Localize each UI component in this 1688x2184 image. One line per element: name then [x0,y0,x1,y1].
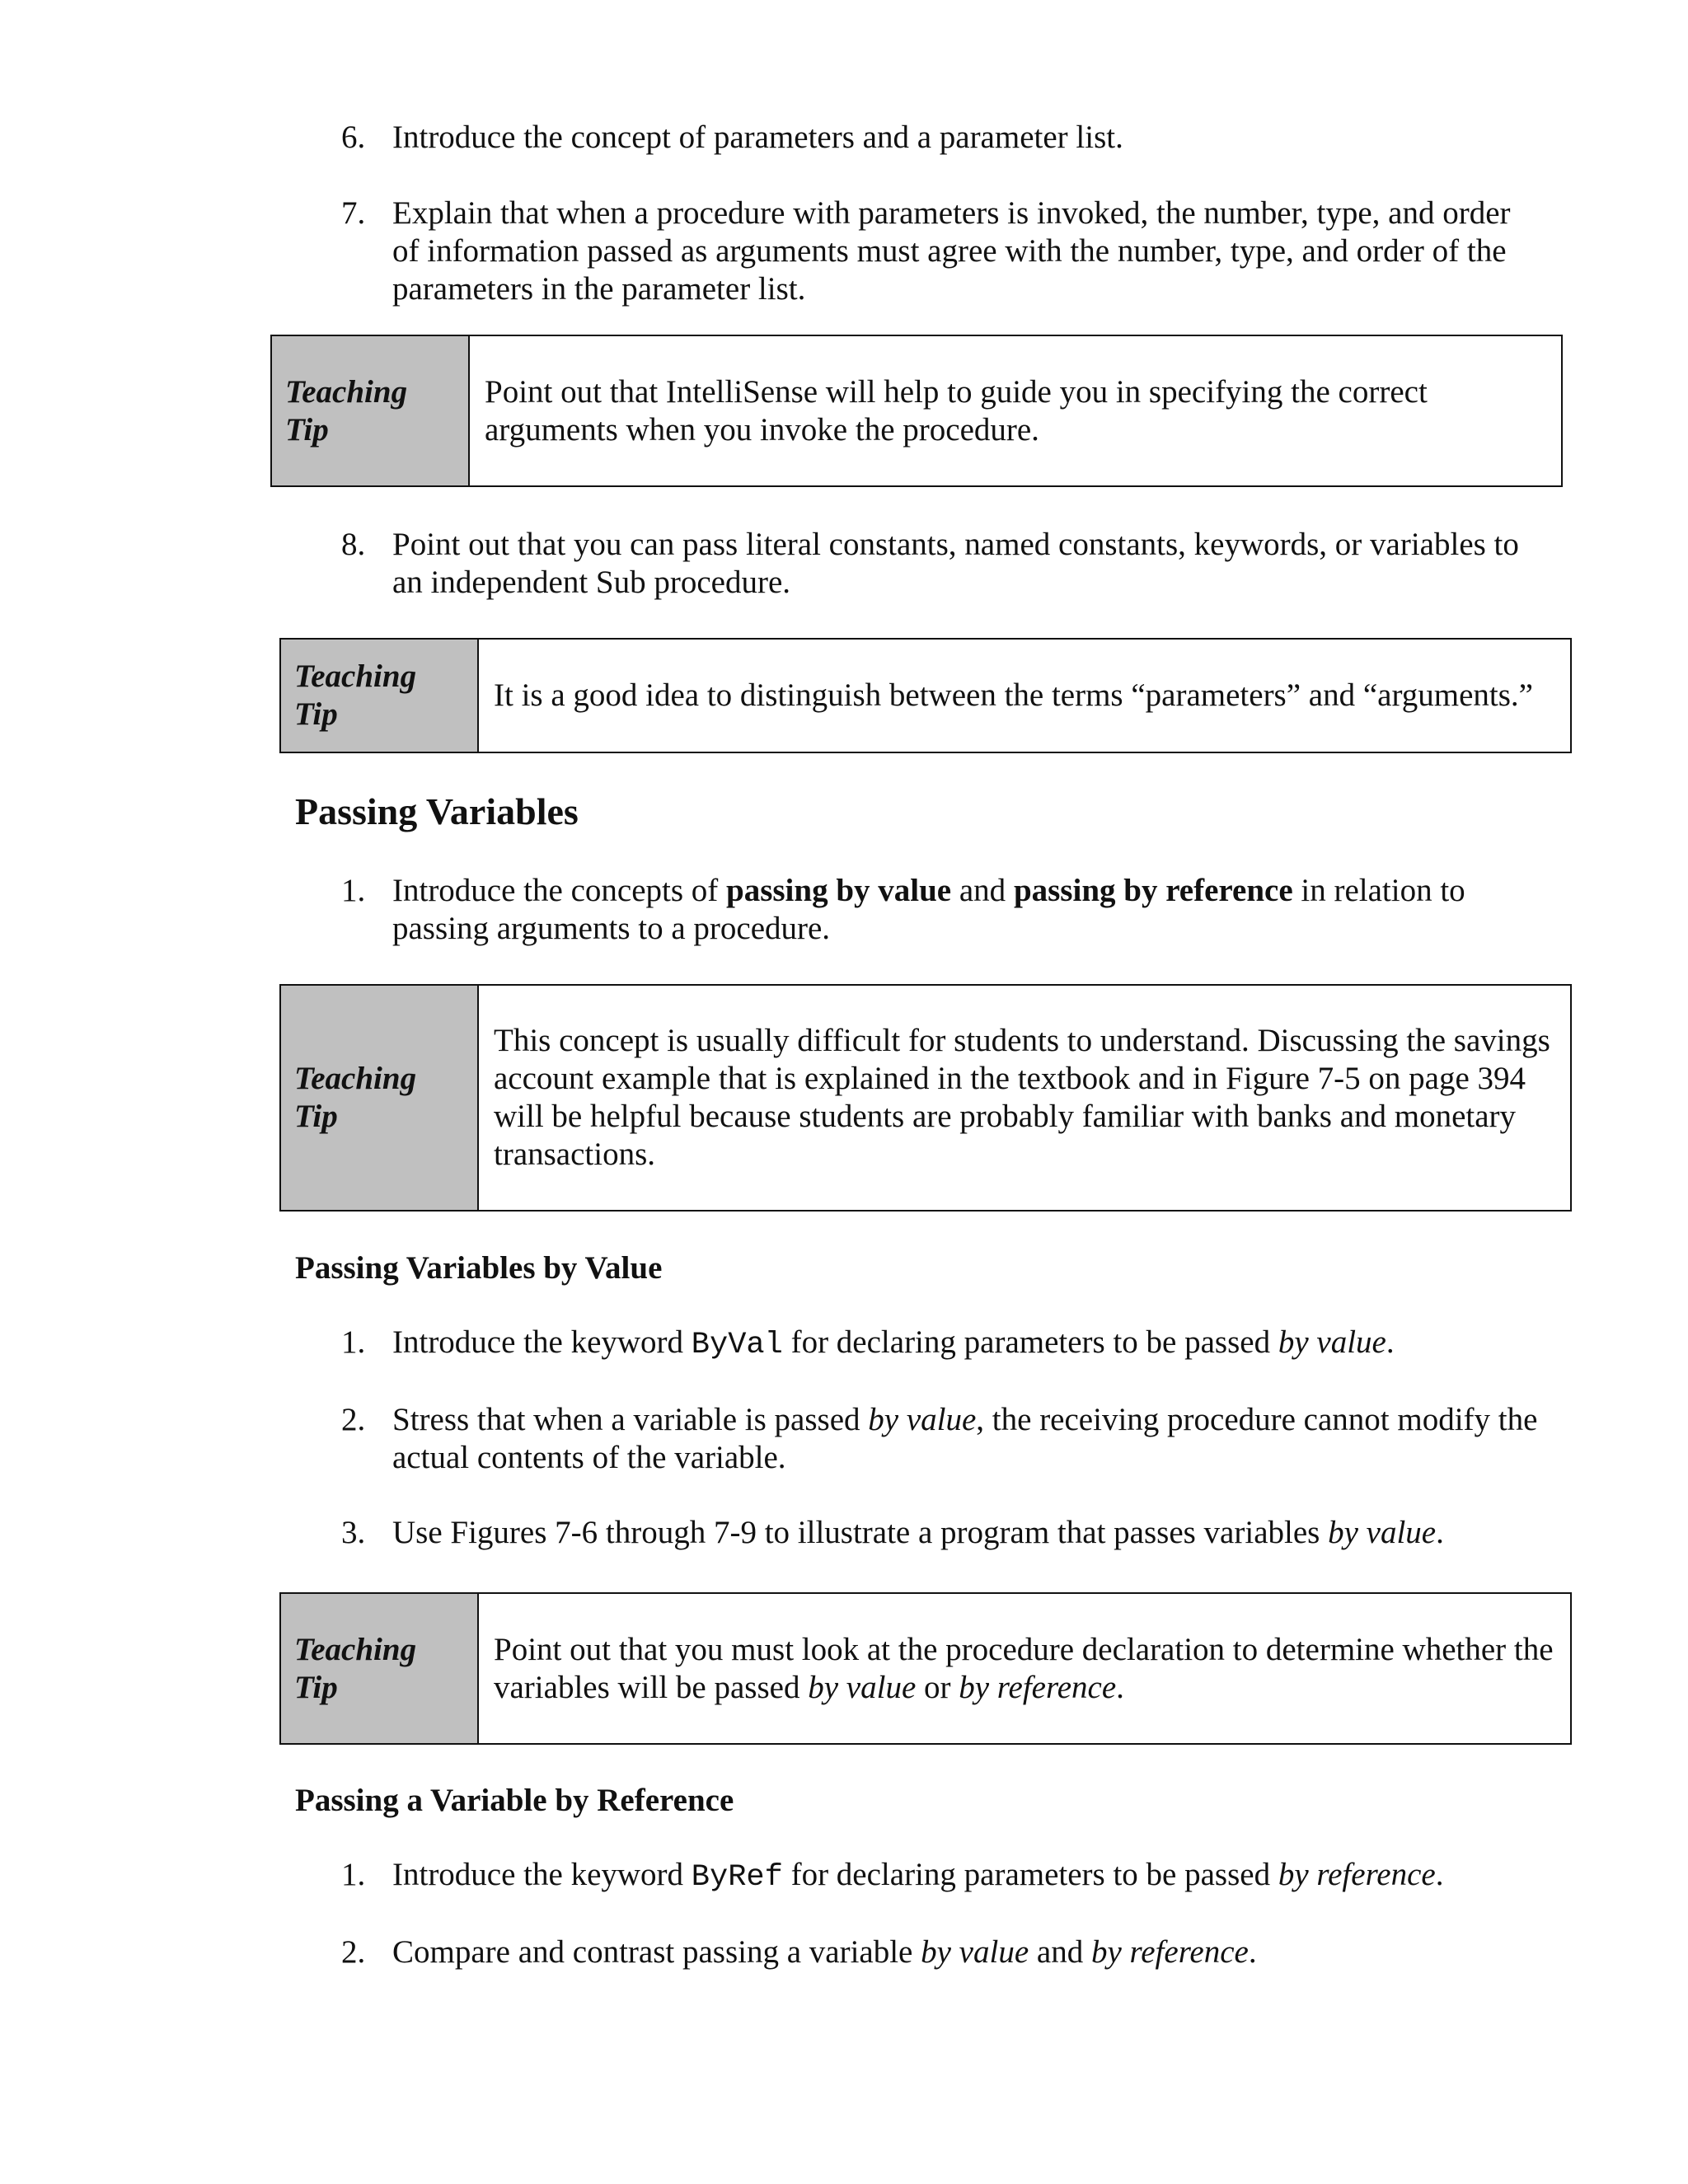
list-text: Point out that you can pass literal constants, named constants, keywords, or variables to an independent Sub procedure. [392,527,1519,600]
list-item [341,1856,1540,1896]
list-number: 2. [341,1402,366,1437]
subsection-heading: Passing a Variable by Reference [295,1783,734,1818]
teaching-tip-label: Teaching Tip [281,1594,479,1743]
list-text: Introduce the concepts of passing by value and passing by reference in relation to passing arguments to a procedure. [392,873,1465,946]
list-number: 3. [341,1515,366,1550]
code-keyword: ByVal [691,1328,783,1362]
list-number: 6. [341,120,366,155]
list-text: Introduce the concept of parameters and a parameter list. [392,120,1123,155]
list-item [341,872,1540,948]
teaching-tip-box [279,638,1572,753]
list-text: Stress that when a variable is passed by value, the receiving procedure cannot modify the actual contents of the variable. [392,1402,1538,1475]
teaching-tip-label: Teaching Tip [281,640,479,752]
list-item [341,119,1540,157]
teaching-tip-label: Teaching Tip [281,986,479,1210]
list-number: 1. [341,1324,366,1360]
list-number: 1. [341,1857,366,1892]
teaching-tip-label: Teaching Tip [272,336,470,485]
teaching-tip-box [279,984,1572,1212]
list-item [341,1933,1540,1971]
teaching-tip-box [270,335,1563,487]
section-heading: Passing Variables [295,790,579,832]
code-keyword: ByRef [691,1860,783,1895]
list-text: Use Figures 7-6 through 7-9 to illustrate a program that passes variables by value. [392,1515,1444,1550]
list-text: Introduce the keyword ByVal for declaring parameters to be passed by value. [392,1324,1395,1362]
list-item [341,1401,1540,1477]
list-item [341,194,1540,308]
teaching-tip-text: This concept is usually difficult for students to understand. Discussing the savings account example that is explained in the textbook and in Figure 7-5 on page 394 will be helpful because students are probably familiar with banks and monetary transactions. [494,1023,1550,1172]
list-number: 7. [341,195,366,231]
list-number: 2. [341,1934,366,1970]
subsection-heading: Passing Variables by Value [295,1250,663,1286]
list-item [341,1514,1540,1552]
teaching-tip-box [279,1592,1572,1745]
list-text: Explain that when a procedure with parameters is invoked, the number, type, and order of information passed as arguments must agree with the number, type, and order of the parameters in the parameter list. [392,195,1511,307]
list-text: Compare and contrast passing a variable by value and by reference. [392,1934,1257,1970]
list-number: 8. [341,527,366,562]
list-item [341,1324,1540,1364]
list-item [341,526,1540,602]
teaching-tip-text: It is a good idea to distinguish between the terms “parameters” and “arguments.” [494,677,1533,713]
teaching-tip-text: Point out that you must look at the procedure declaration to determine whether the variables will be passed by value or by reference. [494,1631,1554,1705]
teaching-tip-text: Point out that IntelliSense will help to guide you in specifying the correct arguments when you invoke the procedure. [485,373,1428,448]
list-number: 1. [341,873,366,908]
list-text: Introduce the keyword ByRef for declaring parameters to be passed by reference. [392,1857,1444,1895]
